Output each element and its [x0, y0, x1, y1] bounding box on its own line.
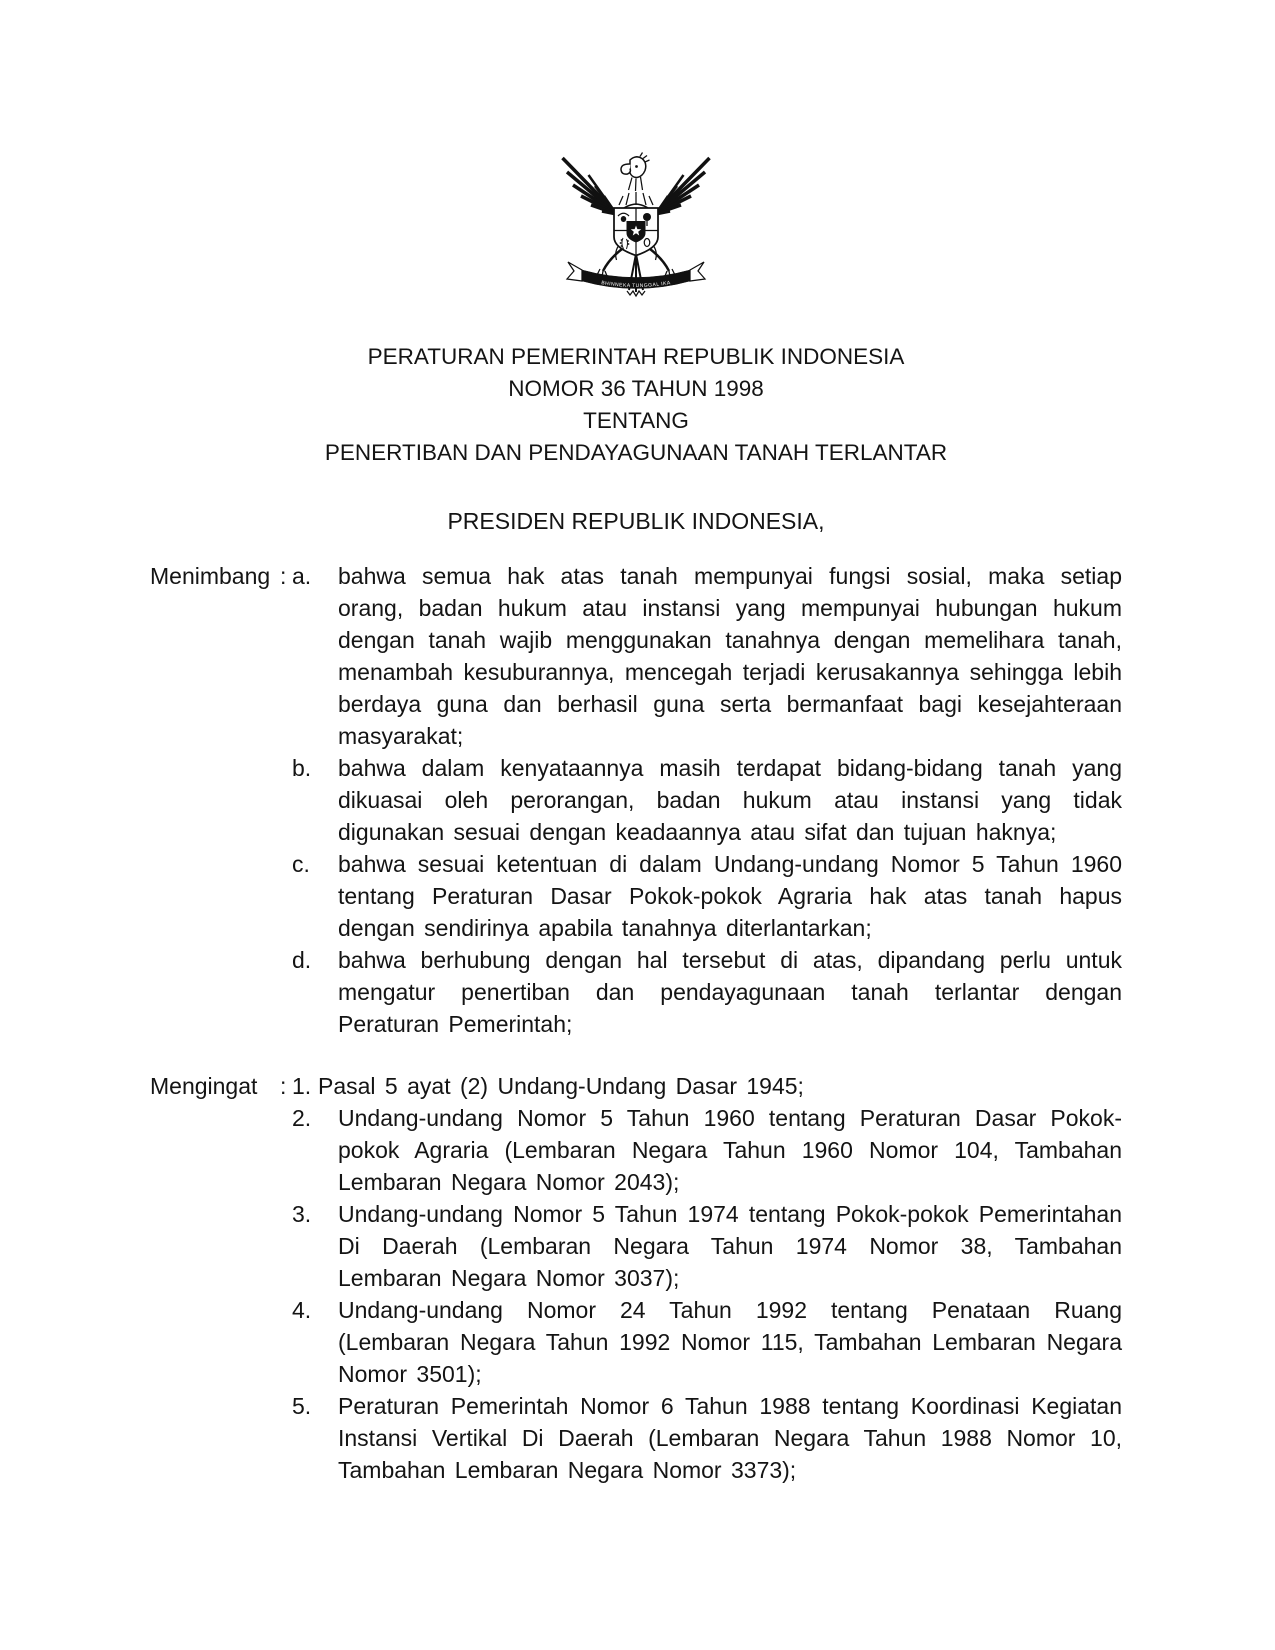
list-item	[292, 752, 1122, 848]
item-text: bahwa dalam kenyataannya masih terdapat bidang-bidang tanah yang dikuasai oleh perorangan, badan hukum atau instansi yang tidak digunakan sesuai dengan keadaannya atau sifat dan tujuan haknya;	[338, 755, 1122, 845]
bull-head-icon	[621, 216, 627, 222]
section-items	[292, 560, 1122, 1040]
item-marker: d.	[292, 947, 312, 973]
list-item	[292, 1102, 1122, 1198]
item-marker: 1.	[292, 1073, 312, 1099]
document-title-block	[150, 341, 1122, 469]
item-marker: 5.	[292, 1393, 312, 1419]
title-line-3: TENTANG	[583, 408, 689, 433]
pancasila-shield	[614, 208, 658, 256]
item-marker: a.	[292, 563, 312, 589]
section-colon: :	[280, 563, 287, 589]
section-mengingat	[150, 1070, 1122, 1486]
list-item	[292, 1070, 1122, 1102]
opening-line: PRESIDEN REPUBLIK INDONESIA,	[447, 508, 825, 534]
motto-text: BHINNEKA TUNGGAL IKA	[600, 280, 672, 290]
item-text: bahwa sesuai ketentuan di dalam Undang-undang Nomor 5 Tahun 1960 tentang Peraturan Dasar Pokok-pokok Agraria hak atas tanah hapus dengan sendirinya apabila tanahnya diterlantarkan;	[338, 851, 1122, 941]
item-text: Peraturan Pemerintah Nomor 6 Tahun 1988 tentang Koordinasi Kegiatan Instansi Vertikal Di Daerah (Lembaran Negara Tahun 1988 Nomor 10, Tambahan Lembaran Negara Nomor 3373);	[338, 1393, 1122, 1483]
item-marker: c.	[292, 851, 310, 877]
list-item	[292, 560, 1122, 752]
section-items	[292, 1070, 1122, 1486]
list-item	[292, 848, 1122, 944]
item-text: Undang-undang Nomor 5 Tahun 1960 tentang Peraturan Dasar Pokok-pokok Agraria (Lembaran Negara Tahun 1960 Nomor 104, Tambahan Lembaran Negara Nomor 2043);	[338, 1105, 1122, 1195]
garuda-pancasila-emblem	[561, 140, 711, 305]
list-item	[292, 1390, 1122, 1486]
list-item	[292, 1198, 1122, 1294]
section-menimbang	[150, 560, 1122, 1040]
item-text: bahwa berhubung dengan hal tersebut di atas, dipandang perlu untuk mengatur penertiban dan pendayagunaan tanah terlantar dengan Peraturan Pemerintah;	[338, 947, 1122, 1037]
section-label: Menimbang	[150, 563, 271, 589]
item-text: Pasal 5 ayat (2) Undang-Undang Dasar 1945;	[318, 1073, 804, 1099]
title-line-4: PENERTIBAN DAN PENDAYAGUNAAN TANAH TERLANTAR	[324, 440, 948, 465]
title-line-2: NOMOR 36 TAHUN 1998	[508, 376, 764, 401]
item-text: bahwa semua hak atas tanah mempunyai fungsi sosial, maka setiap orang, badan hukum atau instansi yang mempunyai hubungan hukum dengan tanah wajib menggunakan tanahnya dengan memelihara tanah, menambah kesuburannya, mencegah terjadi kerusakannya sehingga lebih berdaya guna dan berhasil guna serta bermanfaat bagi kesejahteraan masyarakat;	[338, 563, 1122, 749]
item-marker: 4.	[292, 1297, 312, 1323]
list-item	[292, 1294, 1122, 1390]
item-marker: 2.	[292, 1105, 312, 1131]
section-label: Mengingat	[150, 1073, 258, 1099]
item-text: Undang-undang Nomor 5 Tahun 1974 tentang Pokok-pokok Pemerintahan Di Daerah (Lembaran Negara Tahun 1974 Nomor 38, Tambahan Lembaran Negara Nomor 3037);	[338, 1201, 1122, 1291]
section-colon: :	[280, 1073, 287, 1099]
title-line-1: PERATURAN PEMERINTAH REPUBLIK INDONESIA	[367, 344, 905, 369]
item-marker: b.	[292, 755, 312, 781]
item-marker: 3.	[292, 1201, 312, 1227]
garuda-head	[621, 153, 650, 178]
item-text: Undang-undang Nomor 24 Tahun 1992 tentang Penataan Ruang (Lembaran Negara Tahun 1992 Nomor 115, Tambahan Lembaran Negara Nomor 3501);	[338, 1297, 1122, 1387]
banyan-tree-icon	[643, 213, 651, 221]
emblem-container	[150, 140, 1122, 305]
list-item	[292, 944, 1122, 1040]
